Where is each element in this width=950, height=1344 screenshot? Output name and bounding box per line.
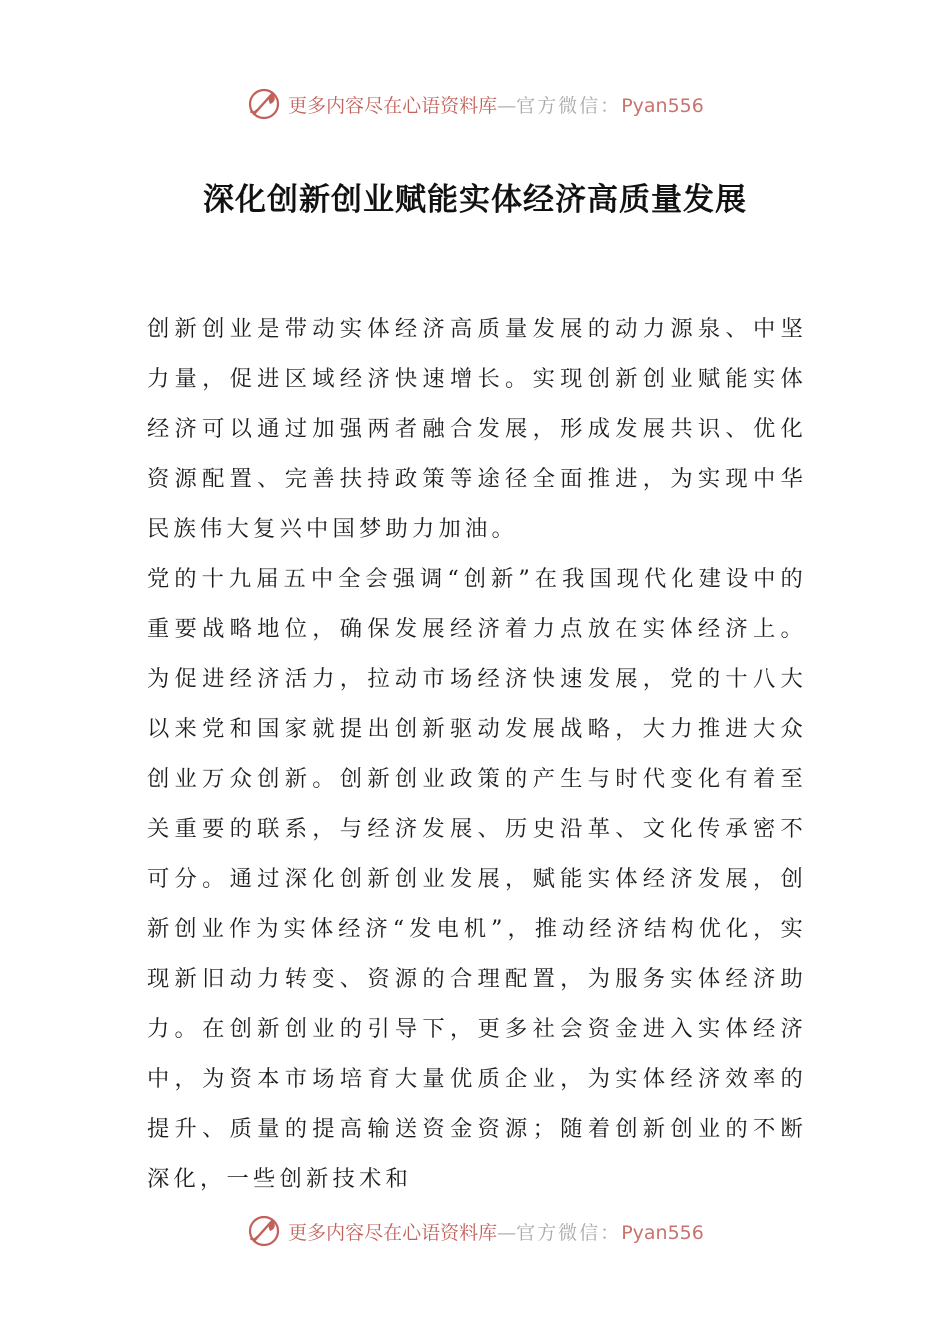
header-watermark-banner [0, 84, 950, 124]
banner-main-text: 更多内容尽在心语资料库 [288, 94, 498, 117]
quill-logo-icon [246, 86, 282, 122]
banner-text [288, 91, 704, 118]
footer-banner-dash: — [497, 1221, 517, 1244]
footer-banner-text [288, 1218, 704, 1245]
footer-banner-official-label: 官方微信： [516, 1221, 622, 1244]
footer-banner-main-text: 更多内容尽在心语资料库 [288, 1221, 498, 1244]
banner-official-label: 官方微信： [516, 94, 622, 117]
quill-logo-icon [246, 1213, 282, 1249]
footer-watermark-banner [0, 1211, 950, 1251]
document-title: 深化创新创业赋能实体经济高质量发展 [203, 182, 747, 218]
banner-dash: — [497, 94, 517, 117]
document-body [147, 304, 807, 1204]
footer-banner-wechat-id: Pyan556 [621, 1221, 704, 1244]
paragraph-1: 创新创业是带动实体经济高质量发展的动力源泉、中坚力量，促进区域经济快速增长。实现创新创业赋能实体经济可以通过加强两者融合发展，形成发展共识、优化资源配置、完善扶持政策等途径全面推进，为实现中华民族伟大复兴中国梦助力加油。 [147, 316, 807, 542]
paragraph-2: 党的十九届五中全会强调“创新”在我国现代化建设中的重要战略地位，确保发展经济着力点放在实体经济上。为促进经济活力，拉动市场经济快速发展，党的十八大以来党和国家就提出创新驱动发展战略，大力推进大众创业万众创新。创新创业政策的产生与时代变化有着至关重要的联系，与经济发展、历史沿革、文化传承密不可分。通过深化创新创业发展，赋能实体经济发展，创新创业作为实体经济“发电机”，推动经济结构优化，实现新旧动力转变、资源的合理配置，为服务实体经济助力。在创新创业的引导下，更多社会资金进入实体经济中，为资本市场培育大量优质企业，为实体经济效率的提升、质量的提高输送资金资源；随着创新创业的不断深化，一些创新技术和 [147, 566, 807, 1192]
banner-wechat-id: Pyan556 [621, 94, 704, 117]
